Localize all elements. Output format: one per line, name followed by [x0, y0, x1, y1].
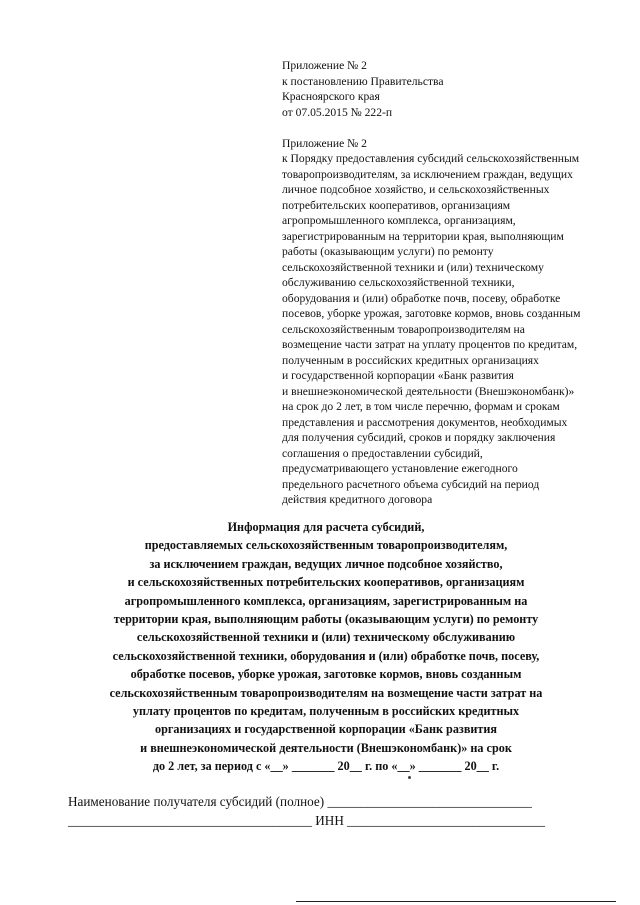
appendix-line: и государственной корпорации «Банк развития [282, 369, 514, 382]
appendix-line: агропромышленного комплекса, организациям, [282, 214, 516, 227]
appendix-line: полученным в российских кредитных организациях [282, 353, 539, 367]
recipient-name-field[interactable]: Наименование получателя субсидий (полное) _______________________________ [68, 794, 532, 809]
appendix-line: действия кредитного договора [282, 493, 433, 506]
title-line: уплату процентов по кредитам, полученным в российских кредитных [132, 704, 520, 719]
title-line: обработке посевов, уборке урожая, заготовке кормов, вновь созданным [130, 667, 522, 682]
appendix-line: Приложение № 2 [282, 59, 367, 72]
title-line: до 2 лет, за период с «__» _______ 20__ г. по «__» _______ 20__ г. [152, 759, 500, 774]
appendix-line: обслуживанию сельскохозяйственной техники, [282, 276, 515, 289]
inn-field[interactable]: _____________________________________ ИНН ______________________________ [68, 813, 545, 828]
title-line: и сельскохозяйственных потребительских кооперативов, организациям [127, 575, 525, 590]
title-line: агропромышленного комплекса, организациям, зарегистрированным на [124, 593, 528, 608]
appendix-line: личное подсобное хозяйство, и сельскохозяйственных [282, 183, 550, 196]
appendix-line: для получения субсидий, сроков и порядку заключения [282, 431, 556, 444]
appendix-line: на срок до 2 лет, в том числе перечню, формам и срокам [282, 400, 560, 413]
appendix-line: посевов, уборке урожая, заготовке кормов, вновь созданным [282, 307, 581, 320]
title-line: и внешнеэкономической деятельности (Внешэкономбанк)» на срок [140, 740, 512, 755]
title-line: сельскохозяйственным товаропроизводителям на возмещение части затрат на [109, 685, 543, 700]
bottom-rule [296, 901, 616, 902]
appendix-line: к Порядку предоставления субсидий сельскохозяйственным [282, 152, 580, 165]
title-line: сельскохозяйственной техники и (или) техническому обслуживанию [136, 630, 516, 645]
appendix-line: соглашения о предоставлении субсидий, [282, 446, 483, 460]
title-line: Информация для расчета субсидий, [227, 520, 425, 534]
appendix-line: от 07.05.2015 № 222-п [282, 105, 393, 119]
appendix-line: предусматривающего установление ежегодного [282, 462, 518, 475]
appendix-line: к постановлению Правительства [282, 74, 444, 88]
appendix-line: предельного расчетного объема субсидий на период [282, 477, 540, 491]
title-line: территории края, выполняющим работы (оказывающим услуги) по ремонту [113, 612, 539, 627]
appendix-line: товаропроизводителям, за исключением граждан, ведущих [282, 167, 573, 181]
appendix-line: сельскохозяйственным товаропроизводителям на [282, 322, 525, 336]
appendix-line: сельскохозяйственной техники и (или) техническому [282, 260, 544, 274]
appendix-line: Приложение № 2 [282, 136, 367, 150]
appendix-line: оборудования и (или) обработке почв, посеву, обработке [282, 291, 561, 305]
appendix-line: работы (оказывающим услуги) по ремонту [282, 245, 494, 258]
title-line: организациях и государственной корпорации «Банк развития [154, 722, 498, 737]
appendix-header [282, 58, 622, 508]
appendix-line: зарегистрированным на территории края, выполняющим [282, 229, 564, 243]
document-title [30, 518, 622, 776]
recipient-fields [68, 792, 608, 830]
scan-speck [408, 776, 411, 779]
appendix-spacer [282, 120, 622, 136]
appendix-line: представления и рассмотрения документов, необходимых [282, 415, 568, 429]
title-line: предоставляемых сельскохозяйственным товаропроизводителям, [144, 538, 508, 553]
appendix-line: Красноярского края [282, 90, 380, 103]
appendix-line: возмещение части затрат на уплату процентов по кредитам, [282, 338, 578, 351]
title-line: за исключением граждан, ведущих личное подсобное хозяйство, [149, 556, 503, 571]
appendix-line: и внешнеэкономической деятельности (Внешэкономбанк)» [282, 384, 575, 398]
title-line: сельскохозяйственной техники, оборудования и (или) обработке почв, посеву, [112, 648, 540, 663]
appendix-line: потребительских кооперативов, организациям [282, 198, 511, 212]
